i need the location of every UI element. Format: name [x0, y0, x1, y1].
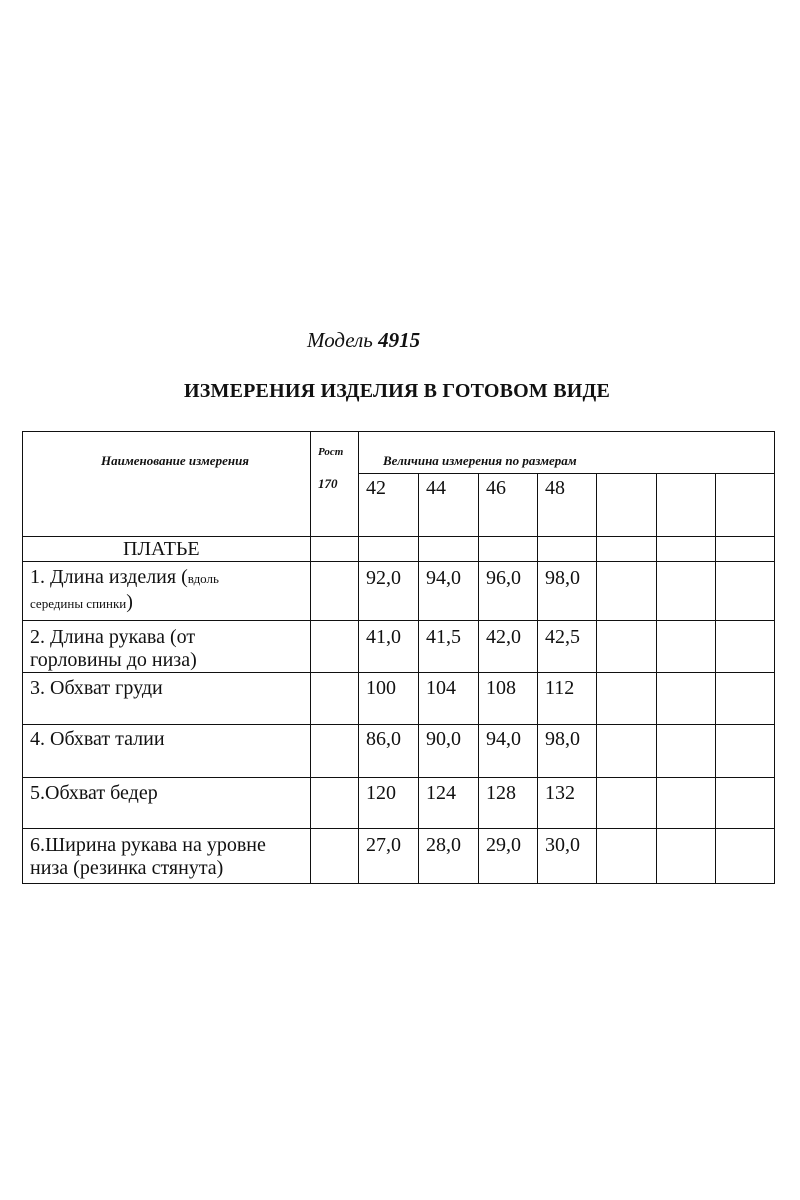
table-row-divider [22, 828, 775, 829]
table-col-divider [310, 431, 311, 884]
header-name-column: Наименование измерения [101, 453, 249, 468]
row-label-note: вдоль [187, 571, 219, 586]
document-title: ИЗМЕРЕНИЯ ИЗДЕЛИЯ В ГОТОВОМ ВИДЕ [184, 380, 610, 402]
header-height-value: 170 [318, 476, 338, 491]
model-number: 4915 [378, 328, 421, 352]
table-col-divider [478, 473, 479, 884]
row-label-paren: ) [126, 591, 133, 613]
table-border-top [22, 431, 775, 432]
table-row-divider [22, 777, 775, 778]
table-border-right [774, 431, 775, 884]
table-col-divider [596, 473, 597, 884]
row-label-note: середины спинки [30, 596, 127, 611]
table-cell: 108 [486, 677, 516, 699]
table-cell: 28,0 [426, 834, 461, 856]
header-sizes-label: Величина измерения по размерам [383, 453, 577, 468]
row-label: 3. Обхват груди [30, 677, 163, 699]
table-cell: 30,0 [545, 834, 580, 856]
table-col-divider [358, 431, 359, 884]
table-row-divider [22, 561, 775, 562]
table-cell: 94,0 [486, 728, 521, 750]
table-row-divider [22, 724, 775, 725]
row-label: 4. Обхват талии [30, 728, 165, 750]
table-cell: 120 [366, 782, 396, 804]
table-border-bottom [22, 883, 775, 884]
table-cell: 29,0 [486, 834, 521, 856]
row-label: 2. Длина рукава (от [30, 626, 196, 648]
row-label-line2: низа (резинка стянута) [30, 857, 224, 879]
table-row-divider [22, 672, 775, 673]
table-cell: 100 [366, 677, 396, 699]
table-cell: 41,0 [366, 626, 401, 648]
table-cell: 94,0 [426, 567, 461, 589]
section-label: ПЛАТЬЕ [123, 538, 200, 560]
table-col-divider [715, 473, 716, 884]
model-label: Модель [307, 328, 373, 352]
table-row-divider [22, 536, 775, 537]
header-height-label: Рост [318, 446, 344, 458]
row-label: 6.Ширина рукава на уровне [30, 834, 266, 856]
table-cell: 27,0 [366, 834, 401, 856]
table-cell: 86,0 [366, 728, 401, 750]
header-size: 44 [426, 477, 446, 499]
table-cell: 104 [426, 677, 456, 699]
table-col-divider [537, 473, 538, 884]
table-cell: 90,0 [426, 728, 461, 750]
table-cell: 96,0 [486, 567, 521, 589]
table-cell: 132 [545, 782, 575, 804]
table-cell: 128 [486, 782, 516, 804]
table-cell: 112 [545, 677, 575, 699]
row-label-text: 1. Длина изделия ( [30, 566, 188, 588]
header-size: 42 [366, 477, 386, 499]
header-size: 46 [486, 477, 506, 499]
table-col-divider [656, 473, 657, 884]
row-label-line2: горловины до низа) [30, 649, 197, 671]
row-label [30, 566, 219, 590]
row-label-line2 [30, 591, 133, 615]
table-header-divider [358, 473, 775, 474]
header-size: 48 [545, 477, 565, 499]
table-cell: 42,0 [486, 626, 521, 648]
row-label: 5.Обхват бедер [30, 782, 158, 804]
table-cell: 92,0 [366, 567, 401, 589]
table-col-divider [418, 473, 419, 884]
table-row-divider [22, 620, 775, 621]
table-cell: 98,0 [545, 728, 580, 750]
table-cell: 42,5 [545, 626, 580, 648]
model-line [307, 328, 420, 353]
table-cell: 124 [426, 782, 456, 804]
table-border-left [22, 431, 23, 884]
table-cell: 98,0 [545, 567, 580, 589]
table-cell: 41,5 [426, 626, 461, 648]
